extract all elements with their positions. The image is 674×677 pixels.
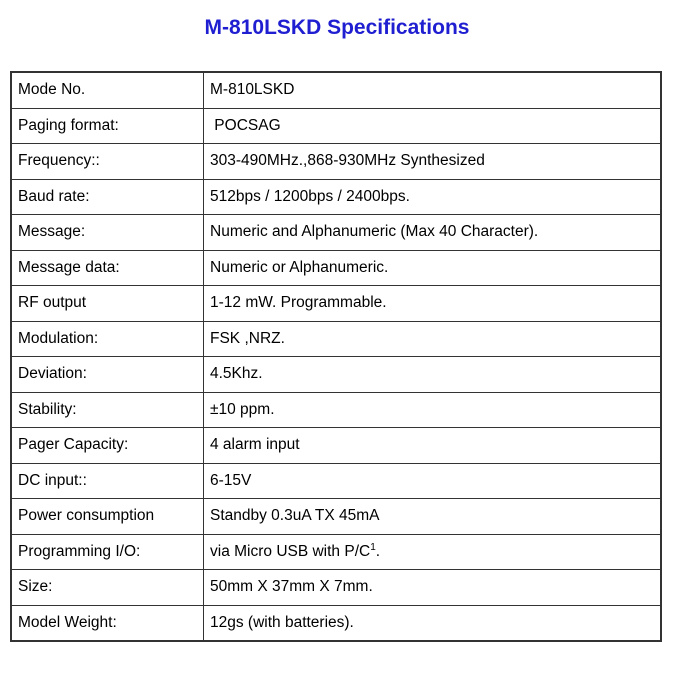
specifications-table xyxy=(10,71,662,642)
table-row-mode-no xyxy=(11,72,661,108)
spec-value: 512bps / 1200bps / 2400bps. xyxy=(204,179,662,215)
spec-label: Message data: xyxy=(11,250,204,286)
spec-value: Standby 0.3uA TX 45mA xyxy=(204,499,662,535)
table-row-dc-input xyxy=(11,463,661,499)
table-row-model-weight xyxy=(11,605,661,641)
spec-label: Model Weight: xyxy=(11,605,204,641)
table-row-frequency xyxy=(11,144,661,180)
spec-label: Baud rate: xyxy=(11,179,204,215)
spec-label: Power consumption xyxy=(11,499,204,535)
page-title: M-810LSKD Specifications xyxy=(204,16,470,39)
spec-label: RF output xyxy=(11,286,204,322)
spec-value: Numeric and Alphanumeric (Max 40 Character). xyxy=(204,215,662,251)
spec-label: Message: xyxy=(11,215,204,251)
table-row-deviation xyxy=(11,357,661,393)
spec-value: Numeric or Alphanumeric. xyxy=(204,250,662,286)
spec-value: 4 alarm input xyxy=(204,428,662,464)
table-row-stability xyxy=(11,392,661,428)
spec-label: Deviation: xyxy=(11,357,204,393)
spec-label: DC input:: xyxy=(11,463,204,499)
table-row-message xyxy=(11,215,661,251)
spec-value-text: via Micro USB with P/C xyxy=(210,542,371,560)
table-row-baud-rate xyxy=(11,179,661,215)
table-row-message-data xyxy=(11,250,661,286)
spec-label: Modulation: xyxy=(11,321,204,357)
table-row-pager-capacity xyxy=(11,428,661,464)
spec-value: ±10 ppm. xyxy=(204,392,662,428)
table-row-power-consumption xyxy=(11,499,661,535)
spec-value: 1-12 mW. Programmable. xyxy=(204,286,662,322)
spec-value: 12gs (with batteries). xyxy=(204,605,662,641)
spec-value-text: POCSAG xyxy=(210,116,281,134)
spec-value: 303-490MHz.,868-930MHz Synthesized xyxy=(204,144,662,180)
spec-value: 50mm X 37mm X 7mm. xyxy=(204,570,662,606)
table-row-rf-output xyxy=(11,286,661,322)
spec-label: Paging format: xyxy=(11,108,204,144)
spec-label: Pager Capacity: xyxy=(11,428,204,464)
spec-label: Mode No. xyxy=(11,72,204,108)
spec-value: 4.5Khz. xyxy=(204,357,662,393)
spec-value: 6-15V xyxy=(204,463,662,499)
spec-value: FSK ,NRZ. xyxy=(204,321,662,357)
table-row-modulation xyxy=(11,321,661,357)
table-row-size xyxy=(11,570,661,606)
footnote-marker: 1 xyxy=(370,541,376,553)
spec-label: Frequency:: xyxy=(11,144,204,180)
table-row-paging-format xyxy=(11,108,661,144)
spec-value xyxy=(204,108,662,144)
spec-label: Stability: xyxy=(11,392,204,428)
spec-value xyxy=(204,534,662,570)
spec-label: Programming I/O: xyxy=(11,534,204,570)
spec-value-suffix: . xyxy=(375,542,381,560)
spec-label: Size: xyxy=(11,570,204,606)
table-row-programming-io xyxy=(11,534,661,570)
spec-value: M-810LSKD xyxy=(204,72,662,108)
